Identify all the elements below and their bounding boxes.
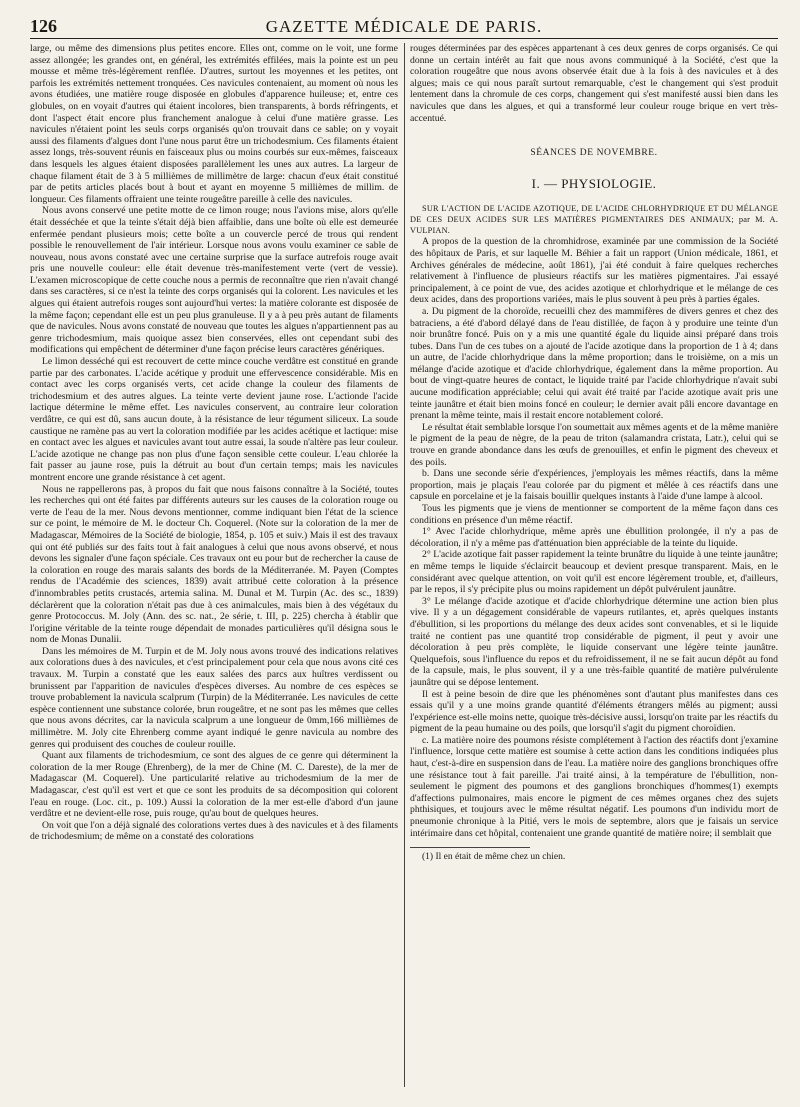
paragraph: 1° Avec l'acide chlorhydrique, même après une ébullition prolongée, il n'y a pas de décoloration, il n'y a même pas d'atténuation bien appréciable de la teinte du liquide.	[410, 526, 778, 549]
footnote-rule	[410, 847, 530, 848]
paragraph: Il est à peine besoin de dire que les phénomènes sont d'autant plus manifestes dans ces essais qu'il y a une moins grande quantité d'éléments étrangers mêlés au pigment; aussi l'expérience est-elle moins nette, quoique très-décisive aussi, lorsqu'on traite par les réactifs du pigment de la peau humaine ou des poils, que lorsqu'il s'agit du pigment choroïdien.	[410, 688, 778, 735]
paragraph: Nous ne rappellerons pas, à propos du fait que nous faisons connaître à la Société, toutes les recherches qui ont été faites par différents auteurs sur les causes de la coloration rouge ou verte de l'eau de la mer. Nous devons mentionner, comme indiquant bien l'état de la science sur ce point, le mémoire de M. le docteur Ch. Coquerel. (Note sur la coloration de la mer de Madagascar, Mémoires de la Société de biologie, 1854, p. 105 et suiv.) Mais il est des travaux qui ont été publiés sur des faits tout à fait analogues à celui que nous avons observé, et nous devons les signaler d'une façon spéciale. Ces travaux ont eu pour but de rechercher la cause de la coloration en rouge des marais salants des bords de la Méditerranée. M. Payen (Comptes rendus de l'Académie des sciences, 1839) avait attribué cette coloration à la présence d'innombrables petits crustacés, artemia salina. M. Dunal et M. Turpin (Ac. des sc., 1839) déclarèrent que la coloration n'était pas due à ces animalcules, mais bien à des végétaux du genre Protococcus. M. Joly (Ann. des sc. nat., 2e série, t. III, p. 225) chercha à établir que l'origine véritable de la teinte rouge dépendait de monades particulières qu'il désigna sous le nom de Monas Dunalii.	[30, 483, 398, 646]
paragraph: b. Dans une seconde série d'expériences, j'employais les mêmes réactifs, dans la même proportion, mais je plaçais l'eau colorée par du pigment et mêlée à ces réactifs dans une capsule en porcelaine et je la faisais bouillir quelques instants à l'aide d'une lampe à alcool.	[410, 468, 778, 503]
paragraph: Nous avons conservé une petite motte de ce limon rouge; nous l'avions mise, alors qu'elle était desséchée et que la teinte s'était déjà bien affaiblie, dans une boîte où elle est demeurée enfermée pendant plusieurs mois; cette boîte a un couvercle percé de trous qui rendent possible le renouvellement de l'air intérieur. Lorsque nous avons voulu examiner ce sable de nouveau, nous avons constaté avec une certaine surprise que la surface autrefois rouge avait pris une nouvelle couleur: elle était devenue très-manifestement verte (vert de vessie). L'examen microscopique de cette couche nous a permis de reconnaître que rien n'avait changé dans ses caractères, si ce n'est la teinte des corps organisés qui la colorent. Les navicules et les algues qui étaient autrefois rouges sont aujourd'hui vertes: la matière colorante est disposée de la même façon; cependant elle est un peu plus granuleuse. Il y a à peu près autant de filaments que de navicules. Nous avons constaté de nouveau que toutes les algues n'appartiennent pas au genre trichodesmium, mais quoique assez bien conservées, elles ont cependant subi des modifications qui empêchent de déterminer d'une façon précise leurs caractères génériques.	[30, 205, 398, 356]
section-heading: SÉANCES DE NOVEMBRE.	[530, 148, 658, 159]
paragraph: c. La matière noire des poumons résiste complétement à l'action des réactifs dont j'examine l'influence, lorsque cette matière est soumise à cette action dans les conditions indiquées plus haut, c'est-à-dire en suspension dans de l'eau. La matière noire des ganglions bronchiques offre une résistance tout à fait pareille. J'ai traité ainsi, à la température de l'ébullition, non-seulement le pigment des poumons et des ganglions bronchiques d'hommes(1) exempts d'affections pulmonaires, mais encore le pigment de ces mêmes organes chez des sujets phthisiques, et toujours avec le même résultat négatif. Les poumons d'un individu mort de pneumonie chronique à la Pitié, vers le mois de septembre, alors que je faisais un service intérimaire dans cet hôpital, contenaient une grande quantité de matière noire; il semblait que	[410, 734, 778, 839]
paragraph: Dans les mémoires de M. Turpin et de M. Joly nous avons trouvé des indications relatives aux colorations dues à des navicules, et c'est principalement pour cela que nous avons cité ces travaux. M. Turpin a constaté que les eaux salées des parcs aux huîtres verdissent ou brunissent par l'apparition de navicules d'espèces diverses. Au nombre de ces espèces se trouve probablement la navicula scalprum (Turpin) de la Méditerranée. Les navicules de cette espèce contiennent une substance colorée, brun rougeâtre, et ne sont pas les mêmes que celles que nous avons décrites, car la navicula scalprum a une longueur de 0mm,166 millièmes de millimètre. M. Joly cite Ehrenberg comme ayant indiqué le genre navicula au nombre des genres qui produisent des couches de couleur rouille.	[30, 645, 398, 750]
paragraph: Tous les pigments que je viens de mentionner se comportent de la même façon dans ces conditions en présence d'un même réactif.	[410, 503, 778, 526]
paragraph: large, ou même des dimensions plus petites encore. Elles ont, comme on le voit, une forme assez allongée; les grandes ont, en général, les extrémités effilées, mais la pointe est un peu mousse et même très-légèrement renflée. D'autres, surtout les moyennes et les petites, ont parfois les extrémités nettement tronquées. Ces navicules contenaient, au moment où nous les avons étudiées, une matière rouge disposée en globules d'apparence huileuse; et, entre ces globules, on en voyait d'autres qui étaient incolores, bien transparents, à bords réfringents, et dont l'aspect était encore plus franchement analogue à celui d'une matière grasse. Les navicules n'étaient point les seuls corps organisés qu'on trouvait dans ce sable; on y voyait aussi des filaments d'algues dont l'une nous parut être un trichodesmium. Ces filaments étaient assez longs, très-souvent réunis en faisceaux plus ou moins courbés sur eux-mêmes, faisceaux dans lesquels les algues étaient disposées parallèlement les unes aux autres. La largeur de chaque filament était de 3 à 5 millièmes de millimètre de large: chacun d'eux était constitué par de petits articles placés bout à bout et ayant en moyenne 5 millièmes de millim. de longueur. Ces filaments offraient une teinte rougeâtre pareille à celle des navicules.	[30, 43, 398, 205]
column-divider	[404, 43, 405, 1087]
section-title: I. — PHYSIOLOGIE.	[531, 175, 657, 191]
page-number: 126	[30, 16, 57, 36]
paragraph: 3° Le mélange d'acide azotique et d'acide chlorhydrique détermine une action bien plus vive. Il y a un dégagement considérable de vapeurs rutilantes, et, après quelques instants d'ébullition, si les proportions du mélange des deux acides sont convenables, et si le liquide traité ne contient pas une quantité trop considérable de pigment, il peut y avoir une décoloration à peu près complète, le liquide conservant une légère teinte jaunâtre. Quelquefois, sous l'influence du repos et du refroidissement, il ne se fait aucun dépôt au fond de la capsule, mais, le plus souvent, il y a une très-faible quantité de matière pulvérulente jaunâtre qui se dépose lentement.	[410, 595, 778, 688]
footnote: (1) Il en était de même chez un chien.	[422, 852, 566, 863]
paragraph: Le limon desséché qui est recouvert de cette mince couche verdâtre est constitué en grande partie par des carbonates. L'acide acétique y produit une effervescence considérable. Mis en contact avec les corps organisés verts, cet acide change la couleur des filaments de trichodesmium et des autres algues. La teinte verte devient jaune rose. L'actionde l'acide lactique détermine le même effet. Les navicules conservent, au contraire leur coloration verdâtre, ce qui est dû, sans aucun doute, à la résistance de leur tégument siliceux. La soude caustique ne ramène pas au vert la coloration modifiée par les acides acétique et lactique: mise en contact avec les algues et navicules avant tout autre essai, la soude n'altère pas leur couleur. L'acide azotique ne change pas non plus d'une façon sensible cette couleur. L'eau chlorée la fait passer au jaune rose, puis la détruit au bout d'un certain temps; mais les navicules montrent encore une grande résistance à cet agent.	[30, 356, 398, 483]
article-title: SUR L'ACTION DE L'ACIDE AZOTIQUE, DE L'ACIDE CHLORHYDRIQUE ET DU MÉLANGE DE CES DEUX ACIDES SUR LES MATIÈRES PIGMENTAIRES DES ANIMAUX; par M. A. VULPIAN.	[410, 204, 778, 236]
paragraph: a. Du pigment de la choroïde, recueilli chez des mammifères de divers genres et chez des batraciens, a été d'abord délayé dans de l'eau distillée, de façon à y produire une teinte d'un noir brunâtre foncé. Puis on y a mis une quantité égale du liquide ainsi préparé dans trois tubes. Dans l'un de ces tubes on a ajouté de l'acide azotique dans la proportion de 1 à 4; dans un autre, de l'acide chlorhydrique dans la même proportion; dans le troisième, on a mis un mélange d'acide azotique et d'acide chlorhydrique, également dans la même proportion. Au bout de vingt-quatre heures de contact, le liquide traité par l'acide chlorhydrique n'avait subi aucune modification appréciable; celui qui avait été traité par l'acide azotique avait pris une teinte jaunâtre et était bien moins foncé en couleur; le dernier avait pâli encore davantage en prenant la même teinte, mais il restait encore notablement coloré.	[410, 305, 778, 422]
left-column	[30, 43, 398, 1095]
header-rule	[30, 38, 778, 39]
paragraph: On voit que l'on a déjà signalé des colorations vertes dues à des navicules et à des filaments de trichodesmium; de même on a constaté des colorations	[30, 819, 398, 843]
paragraph: Quant aux filaments de trichodesmium, ce sont des algues de ce genre qui déterminent la coloration de la mer Rouge (Ehrenberg), de la mer de Chine (M. C. Dareste), de la mer de Madagascar (M. Coquerel). Une particularité relative au trichodesmium de la mer de Madagascar, c'est qu'il est vert et que ce sont les produits de sa décomposition qui colorent l'eau en rouge. (Loc. cit., p. 109.) Aussi la coloration de la mer est-elle d'abord d'un jaune verdâtre et ne devient-elle rose, puis rouge, qu'au bout de quelques heures.	[30, 750, 398, 820]
right-column	[410, 43, 778, 1095]
journal-title: GAZETTE MÉDICALE DE PARIS.	[265, 17, 543, 36]
paragraph: Le résultat était semblable lorsque l'on soumettait aux mêmes agents et de la même manière le pigment de la peau de nègre, de la peau de triton (salamandra cristata, Latr.), celui qui se trouve en grande abondance dans les œufs de grenouilles, et enfin le pigment des cheveux et des poils.	[410, 421, 778, 468]
paragraph: 2° L'acide azotique fait passer rapidement la teinte brunâtre du liquide à une teinte jaunâtre; en même temps le liquide s'éclaircit beaucoup et devient presque transparent. Mais, en le considérant avec quelque attention, on voit qu'il est encore légèrement trouble, et, d'ailleurs, par le repos, il s'y précipite plus ou moins rapidement un dépôt pulvérulent jaunâtre.	[410, 549, 778, 596]
paragraph: rouges déterminées par des espèces appartenant à ces deux genres de corps organisés. Ce qui donne un certain intérêt au fait que nous avons communiqué à la Société, c'est que la coloration rougeâtre que nous avons observée était due à la fois à des navicules et à des algues; mais ce qui nous paraît surtout remarquable, c'est le changement qui s'est produit lentement dans la chromule de ces corps, changement qui s'est manifesté aussi bien dans les navicules que dans les algues, et qui a transformé leur couleur rouge brique en vert très-accentué.	[410, 43, 778, 124]
paragraph: A propos de la question de la chromhidrose, examinée par une commission de la Société des hôpitaux de Paris, et sur laquelle M. Béhier a fait un rapport (Union médicale, 1861, et Archives générales de médecine, août 1861), j'ai été conduit à faire quelques recherches relativement à l'influence de plusieurs réactifs sur les matières pigmentaires. J'ai essayé principalement, à ce point de vue, des acides azotique et chlorhydrique et le mélange de ces deux acides, dans des proportions variées, mais le plus souvent à peu près à parties égales.	[410, 236, 778, 306]
page-header	[30, 16, 778, 36]
